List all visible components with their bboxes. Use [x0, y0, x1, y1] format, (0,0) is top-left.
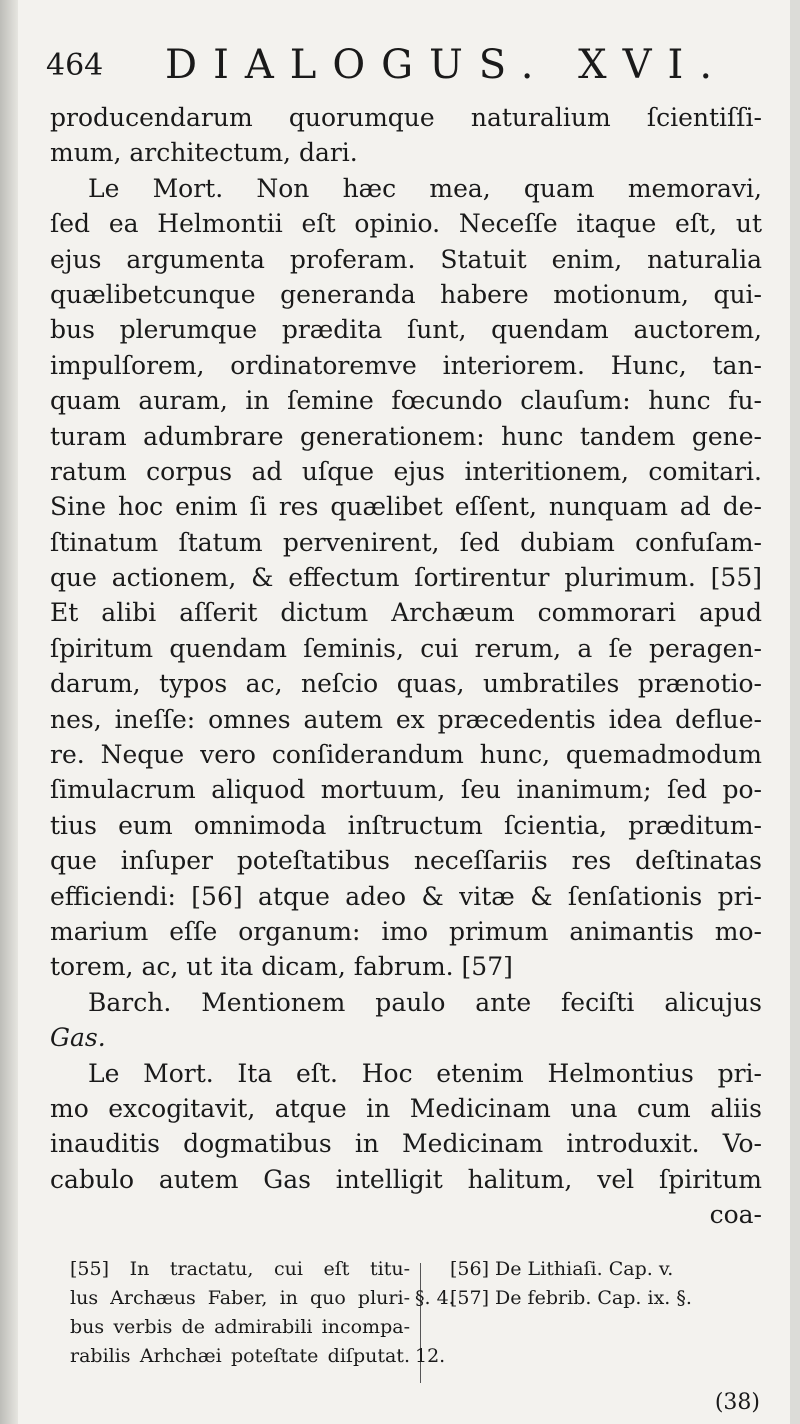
main-text	[50, 100, 762, 1233]
text-line: ratum corpus ad uſque ejus interitionem, comitari.	[50, 456, 762, 486]
footnote-line: rabilis Arhchæi poteſtate diſputat.	[70, 1345, 410, 1367]
text-line: turam adumbrare generationem: hunc tandem gene-	[50, 421, 762, 451]
text-line: Barch. Mentionem paulo ante feciſti alicujus	[88, 987, 762, 1017]
text-line: Le Mort. Ita eſt. Hoc etenim Helmontius pri-	[88, 1058, 762, 1088]
text-line: darum, typos ac, neſcio quas, umbratiles prænotio-	[50, 669, 762, 699]
footnote-continuation: 12.	[415, 1345, 446, 1367]
text-line: Et alibi aſſerit dictum Archæum commorari apud	[50, 598, 762, 628]
page-header	[40, 36, 760, 96]
footnote-line: bus verbis de admirabili incompa-	[70, 1316, 410, 1338]
text-line: ſpiritum quendam ſeminis, cui rerum, a ſe peragen-	[50, 633, 762, 663]
footnotes	[70, 1255, 770, 1405]
page-number: 464	[46, 48, 104, 83]
text-line: torem, ac, ut ita dicam, fabrum. [57]	[50, 952, 513, 982]
catchword: coa-	[709, 1200, 762, 1230]
text-line: nes, ineſſe: omnes autem ex præcedentis idea deflue-	[50, 704, 762, 734]
text-line: que actionem, & effectum ſortirentur plurimum. [55]	[50, 563, 762, 593]
text-line: ſed ea Helmontii eſt opinio. Neceſſe itaque eſt, ut	[50, 209, 762, 239]
text-line: Sine hoc enim ſi res quælibet eſſent, nunquam ad de-	[50, 492, 762, 522]
text-line: efficiendi: [56] atque adeo & vitæ & ſenſationis pri-	[50, 881, 762, 911]
text-line: mo excogitavit, atque in Medicinam una cum aliis	[50, 1093, 762, 1123]
footnote-right-column	[450, 1255, 770, 1313]
text-line: cabulo autem Gas intelligit halitum, vel ſpiritum	[50, 1164, 762, 1194]
text-line: marium eſſe organum: imo primum animantis mo-	[50, 916, 762, 946]
footnote-continuation: §. 4.	[415, 1287, 455, 1309]
footnote-line: lus Archæus Faber, in quo pluri-	[70, 1287, 410, 1309]
footnote-line: [57] De febrib. Cap. ix. §.	[450, 1287, 692, 1309]
text-line: ſtinatum ſtatum pervenirent, ſed dubiam confuſam-	[50, 527, 762, 557]
book-gutter	[0, 0, 18, 1424]
text-line: re. Neque vero conſiderandum hunc, quemadmodum	[50, 740, 762, 770]
text-line: Le Mort. Non hæc mea, quam memoravi,	[88, 173, 762, 203]
text-line: Gas.	[50, 1023, 106, 1053]
footnote-left-column	[70, 1255, 410, 1371]
text-line: bus plerumque prædita ſunt, quendam auctorem,	[50, 315, 762, 345]
footnote-line: [56] De Lithiaſi. Cap. v.	[450, 1258, 674, 1280]
text-line: quam auram, in ſemine fœcundo clauſum: hunc fu-	[50, 386, 762, 416]
running-title: DIALOGUS. XVI.	[165, 42, 729, 88]
text-line: quælibetcunque generanda habere motionum, qui-	[50, 279, 762, 309]
text-line: mum, architectum, dari.	[50, 138, 358, 168]
signature-mark: (38)	[714, 1390, 760, 1415]
text-line: tius eum omnimoda inſtructum ſcientia, præditum-	[50, 810, 762, 840]
text-line: impulſorem, ordinatoremve interiorem. Hunc, tan-	[50, 350, 762, 380]
text-line: que inſuper poteſtatibus neceſſariis res deſtinatas	[50, 846, 762, 876]
text-line: ejus argumenta proferam. Statuit enim, naturalia	[50, 244, 762, 274]
text-line: inauditis dogmatibus in Medicinam introduxit. Vo-	[50, 1129, 762, 1159]
text-line: producendarum quorumque naturalium ſcientiſſi-	[50, 103, 762, 132]
text-line: ſimulacrum aliquod mortuum, ſeu inanimum; ſed po-	[50, 775, 762, 805]
footnote-line: [55] In tractatu, cui eſt titu-	[70, 1258, 410, 1280]
